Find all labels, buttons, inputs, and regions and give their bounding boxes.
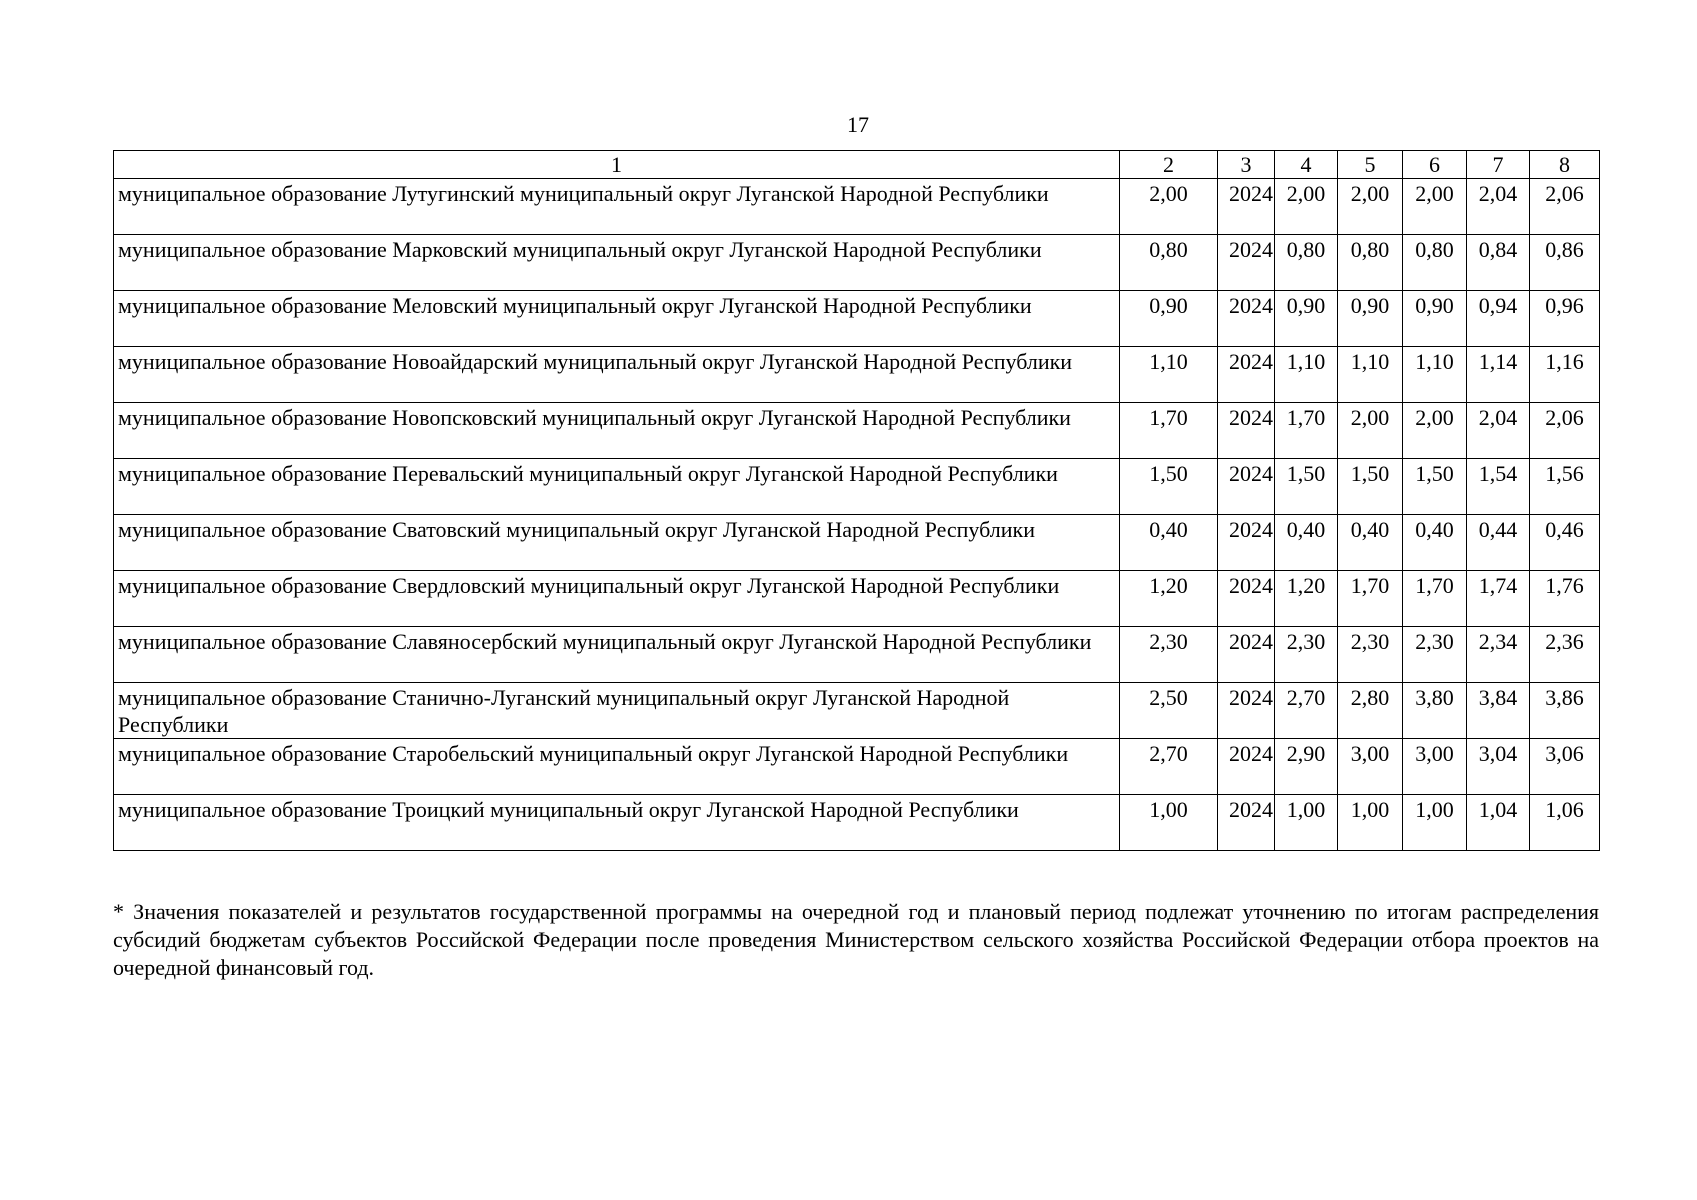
value-cell-col-8: 2,36: [1530, 627, 1600, 683]
value-cell-col-5: 1,00: [1338, 795, 1403, 851]
year-cell: 2024: [1218, 739, 1275, 795]
value-cell-col-7: 1,54: [1467, 459, 1530, 515]
municipality-name-cell: муниципальное образование Свердловский муниципальный округ Луганской Народной Республики: [114, 571, 1120, 627]
value-cell-col-5: 0,80: [1338, 235, 1403, 291]
value-cell-col-8: 1,76: [1530, 571, 1600, 627]
value-cell-col-8: 0,46: [1530, 515, 1600, 571]
value-cell-col-5: 2,80: [1338, 683, 1403, 739]
table-row: [114, 683, 1600, 739]
value-cell-col-6: 0,40: [1403, 515, 1467, 571]
municipality-name-cell: муниципальное образование Новопсковский муниципальный округ Луганской Народной Республики: [114, 403, 1120, 459]
table-row: [114, 515, 1600, 571]
municipality-name-cell: муниципальное образование Меловский муниципальный округ Луганской Народной Республики: [114, 291, 1120, 347]
value-cell-col-2: 1,10: [1120, 347, 1218, 403]
municipality-name-cell: муниципальное образование Славяносербский муниципальный округ Луганской Народной Республики: [114, 627, 1120, 683]
table-row: [114, 235, 1600, 291]
value-cell-col-2: 1,20: [1120, 571, 1218, 627]
value-cell-col-4: 2,00: [1275, 179, 1338, 235]
value-cell-col-2: 2,50: [1120, 683, 1218, 739]
value-cell-col-7: 1,14: [1467, 347, 1530, 403]
value-cell-col-7: 3,04: [1467, 739, 1530, 795]
value-cell-col-8: 0,86: [1530, 235, 1600, 291]
municipality-name-cell: муниципальное образование Старобельский муниципальный округ Луганской Народной Республики: [114, 739, 1120, 795]
table-header-row: [114, 151, 1600, 179]
column-header-1: 1: [114, 151, 1120, 179]
indicators-table: [113, 150, 1600, 851]
value-cell-col-5: 2,00: [1338, 403, 1403, 459]
column-header-4: 4: [1275, 151, 1338, 179]
municipality-name-cell: муниципальное образование Новоайдарский муниципальный округ Луганской Народной Республики: [114, 347, 1120, 403]
value-cell-col-6: 1,00: [1403, 795, 1467, 851]
table-row: [114, 347, 1600, 403]
value-cell-col-4: 2,30: [1275, 627, 1338, 683]
year-cell: 2024: [1218, 291, 1275, 347]
value-cell-col-7: 2,34: [1467, 627, 1530, 683]
value-cell-col-8: 0,96: [1530, 291, 1600, 347]
footnote: * Значения показателей и результатов государственной программы на очередной год и плановый период подлежат уточнению по итогам распределения субсидий бюджетам субъектов Российской Федерации после проведения Министерством сельского хозяйства Российской Федерации отбора проектов на очередной финансовый год.: [113, 899, 1599, 980]
value-cell-col-6: 1,10: [1403, 347, 1467, 403]
value-cell-col-6: 3,00: [1403, 739, 1467, 795]
year-cell: 2024: [1218, 179, 1275, 235]
value-cell-col-2: 1,00: [1120, 795, 1218, 851]
table-row: [114, 739, 1600, 795]
year-cell: 2024: [1218, 683, 1275, 739]
value-cell-col-6: 3,80: [1403, 683, 1467, 739]
year-cell: 2024: [1218, 235, 1275, 291]
value-cell-col-7: 1,74: [1467, 571, 1530, 627]
value-cell-col-4: 0,90: [1275, 291, 1338, 347]
value-cell-col-2: 0,80: [1120, 235, 1218, 291]
value-cell-col-4: 0,80: [1275, 235, 1338, 291]
value-cell-col-4: 2,70: [1275, 683, 1338, 739]
value-cell-col-4: 0,40: [1275, 515, 1338, 571]
year-cell: 2024: [1218, 795, 1275, 851]
value-cell-col-5: 2,30: [1338, 627, 1403, 683]
value-cell-col-4: 1,50: [1275, 459, 1338, 515]
municipality-name-cell: муниципальное образование Сватовский муниципальный округ Луганской Народной Республики: [114, 515, 1120, 571]
value-cell-col-5: 2,00: [1338, 179, 1403, 235]
year-cell: 2024: [1218, 403, 1275, 459]
table-row: [114, 179, 1600, 235]
value-cell-col-6: 1,70: [1403, 571, 1467, 627]
value-cell-col-2: 2,00: [1120, 179, 1218, 235]
year-cell: 2024: [1218, 627, 1275, 683]
table-row: [114, 459, 1600, 515]
value-cell-col-7: 2,04: [1467, 403, 1530, 459]
column-header-6: 6: [1403, 151, 1467, 179]
year-cell: 2024: [1218, 459, 1275, 515]
value-cell-col-8: 1,56: [1530, 459, 1600, 515]
column-header-7: 7: [1467, 151, 1530, 179]
column-header-2: 2: [1120, 151, 1218, 179]
value-cell-col-6: 0,80: [1403, 235, 1467, 291]
column-header-8: 8: [1530, 151, 1600, 179]
value-cell-col-2: 0,40: [1120, 515, 1218, 571]
column-header-3: 3: [1218, 151, 1275, 179]
value-cell-col-5: 1,10: [1338, 347, 1403, 403]
value-cell-col-8: 3,06: [1530, 739, 1600, 795]
value-cell-col-6: 2,00: [1403, 403, 1467, 459]
value-cell-col-2: 2,30: [1120, 627, 1218, 683]
value-cell-col-5: 1,50: [1338, 459, 1403, 515]
value-cell-col-4: 2,90: [1275, 739, 1338, 795]
table-row: [114, 571, 1600, 627]
value-cell-col-7: 0,94: [1467, 291, 1530, 347]
value-cell-col-4: 1,20: [1275, 571, 1338, 627]
year-cell: 2024: [1218, 571, 1275, 627]
value-cell-col-8: 3,86: [1530, 683, 1600, 739]
value-cell-col-6: 0,90: [1403, 291, 1467, 347]
value-cell-col-7: 0,84: [1467, 235, 1530, 291]
value-cell-col-8: 2,06: [1530, 403, 1600, 459]
municipality-name-cell: муниципальное образование Станично-Луганский муниципальный округ Луганской Народной Республики: [114, 683, 1120, 739]
value-cell-col-4: 1,10: [1275, 347, 1338, 403]
table-row: [114, 291, 1600, 347]
municipality-name-cell: муниципальное образование Марковский муниципальный округ Луганской Народной Республики: [114, 235, 1120, 291]
year-cell: 2024: [1218, 515, 1275, 571]
table-body: [114, 179, 1600, 851]
value-cell-col-5: 3,00: [1338, 739, 1403, 795]
value-cell-col-5: 1,70: [1338, 571, 1403, 627]
year-cell: 2024: [1218, 347, 1275, 403]
value-cell-col-6: 2,00: [1403, 179, 1467, 235]
value-cell-col-2: 2,70: [1120, 739, 1218, 795]
municipality-name-cell: муниципальное образование Лутугинский муниципальный округ Луганской Народной Республики: [114, 179, 1120, 235]
municipality-name-cell: муниципальное образование Перевальский муниципальный округ Луганской Народной Республики: [114, 459, 1120, 515]
value-cell-col-8: 1,16: [1530, 347, 1600, 403]
value-cell-col-7: 2,04: [1467, 179, 1530, 235]
value-cell-col-6: 1,50: [1403, 459, 1467, 515]
value-cell-col-7: 0,44: [1467, 515, 1530, 571]
value-cell-col-6: 2,30: [1403, 627, 1467, 683]
table-row: [114, 795, 1600, 851]
value-cell-col-2: 1,70: [1120, 403, 1218, 459]
table-row: [114, 403, 1600, 459]
value-cell-col-4: 1,00: [1275, 795, 1338, 851]
value-cell-col-7: 3,84: [1467, 683, 1530, 739]
page-number: 17: [847, 112, 869, 137]
table-row: [114, 627, 1600, 683]
value-cell-col-2: 0,90: [1120, 291, 1218, 347]
value-cell-col-4: 1,70: [1275, 403, 1338, 459]
value-cell-col-7: 1,04: [1467, 795, 1530, 851]
value-cell-col-5: 0,40: [1338, 515, 1403, 571]
column-header-5: 5: [1338, 151, 1403, 179]
municipality-name-cell: муниципальное образование Троицкий муниципальный округ Луганской Народной Республики: [114, 795, 1120, 851]
value-cell-col-8: 1,06: [1530, 795, 1600, 851]
value-cell-col-5: 0,90: [1338, 291, 1403, 347]
value-cell-col-2: 1,50: [1120, 459, 1218, 515]
value-cell-col-8: 2,06: [1530, 179, 1600, 235]
